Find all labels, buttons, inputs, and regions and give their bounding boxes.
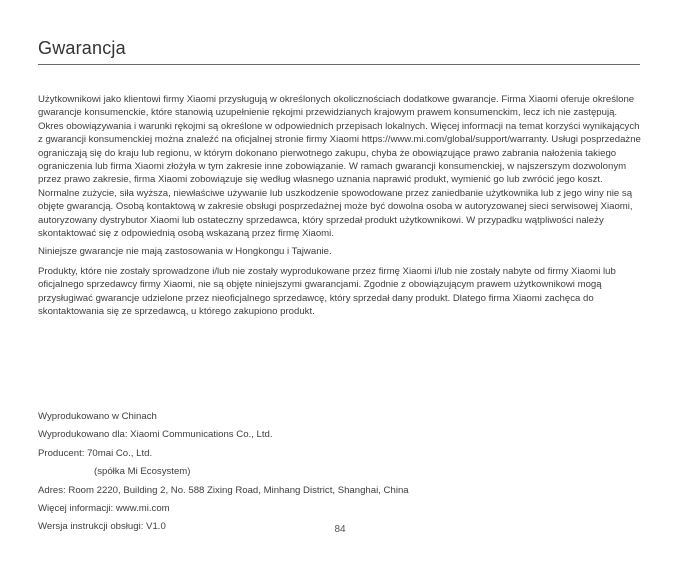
product-info-block [38,408,409,537]
producer-note-line: (spółka Mi Ecosystem) [94,466,191,478]
more-info-line: Więcej informacji: www.mi.com [38,503,170,515]
warranty-paragraph-unofficial-products: Produkty, które nie zostały sprowadzone i/lub nie zostały wyprodukowane przez firmę Xiaomi i/lub nie zostały nabyte od firmy Xiaomi lub oficjalnego sprzedawcy firmy Xiaomi, nie są objęte niniejszymi gwarancjami. Zgodnie z obowiązującym prawem użytkownikowi mogą przysługiwać gwarancje udzielone przez nieoficjalnego sprzedawcę, który sprzedał dany produkt. Dlatego firma Xiaomi zachęca do skontaktowania się ze sprzedawcą, u którego zakupiono produkt. [38,265,616,318]
warranty-paragraph-main: Użytkownikowi jako klientowi firmy Xiaomi przysługują w określonych okolicznościach dodatkowe gwarancje. Firma Xiaomi oferuje określone gwarancje konsumenckie, które stanowią uzupełnienie rękojmi przewidzianych krajowym prawem konsumenckim, lecz ich nie zastępują. Okres obowiązywania i warunki rękojmi są określone w odpowiednich przepisach lokalnych. Więcej informacji na temat korzyści wynikających z gwarancji konsumenckiej można znaleźć na oficjalnej stronie firmy Xiaomi https://www.mi.com/global/support/warranty. Usługi posprzedażne ograniczają się do kraju lub regionu, w którym dokonano pierwotnego zakupu, chyba że obowiązujące prawo zabrania nałożenia takiego ograniczenia lub firma Xiaomi złożyła w tym zakresie inne zobowiązanie. W ramach gwarancji konsumenckiej, w najszerszym dozwolonym przez prawo zakresie, firma Xiaomi zobowiązuje się według własnego uznania naprawić produkt, wymienić go lub zwrócić jego koszt. Normalne zużycie, siła wyższa, niewłaściwe używanie lub uszkodzenie spowodowane przez zaniedbanie użytkownika lub z jego winy nie są objęte gwarancją. Osobą kontaktową w zakresie obsługi posprzedażnej może być dowolna osoba w autoryzowanej sieci serwisowej Xiaomi, autoryzowany dystrybutor Xiaomi lub ostateczny sprzedawca, który sprzedał produkt użytkownikowi. W przypadku wątpliwości należy skontaktować się z odpowiednią osobą wskazaną przez firmę Xiaomi. [38,94,641,240]
title-divider [38,64,640,65]
made-for-line: Wyprodukowano dla: Xiaomi Communications Co., Ltd. [38,429,273,441]
warranty-paragraph-exclusion-region: Niniejsze gwarancje nie mają zastosowania w Hongkongu i Tajwanie. [38,246,332,258]
made-in-line: Wyprodukowano w Chinach [38,411,157,422]
warranty-text [38,93,642,325]
page-number: 84 [334,524,346,535]
manual-version-line: Wersja instrukcji obsługi: V1.0 [38,521,166,533]
page-title: Gwarancja [38,38,126,58]
address-line: Adres: Room 2220, Building 2, No. 588 Zixing Road, Minhang District, Shanghai, China [38,484,409,496]
producer-line: Producent: 70mai Co., Ltd. [38,447,153,459]
